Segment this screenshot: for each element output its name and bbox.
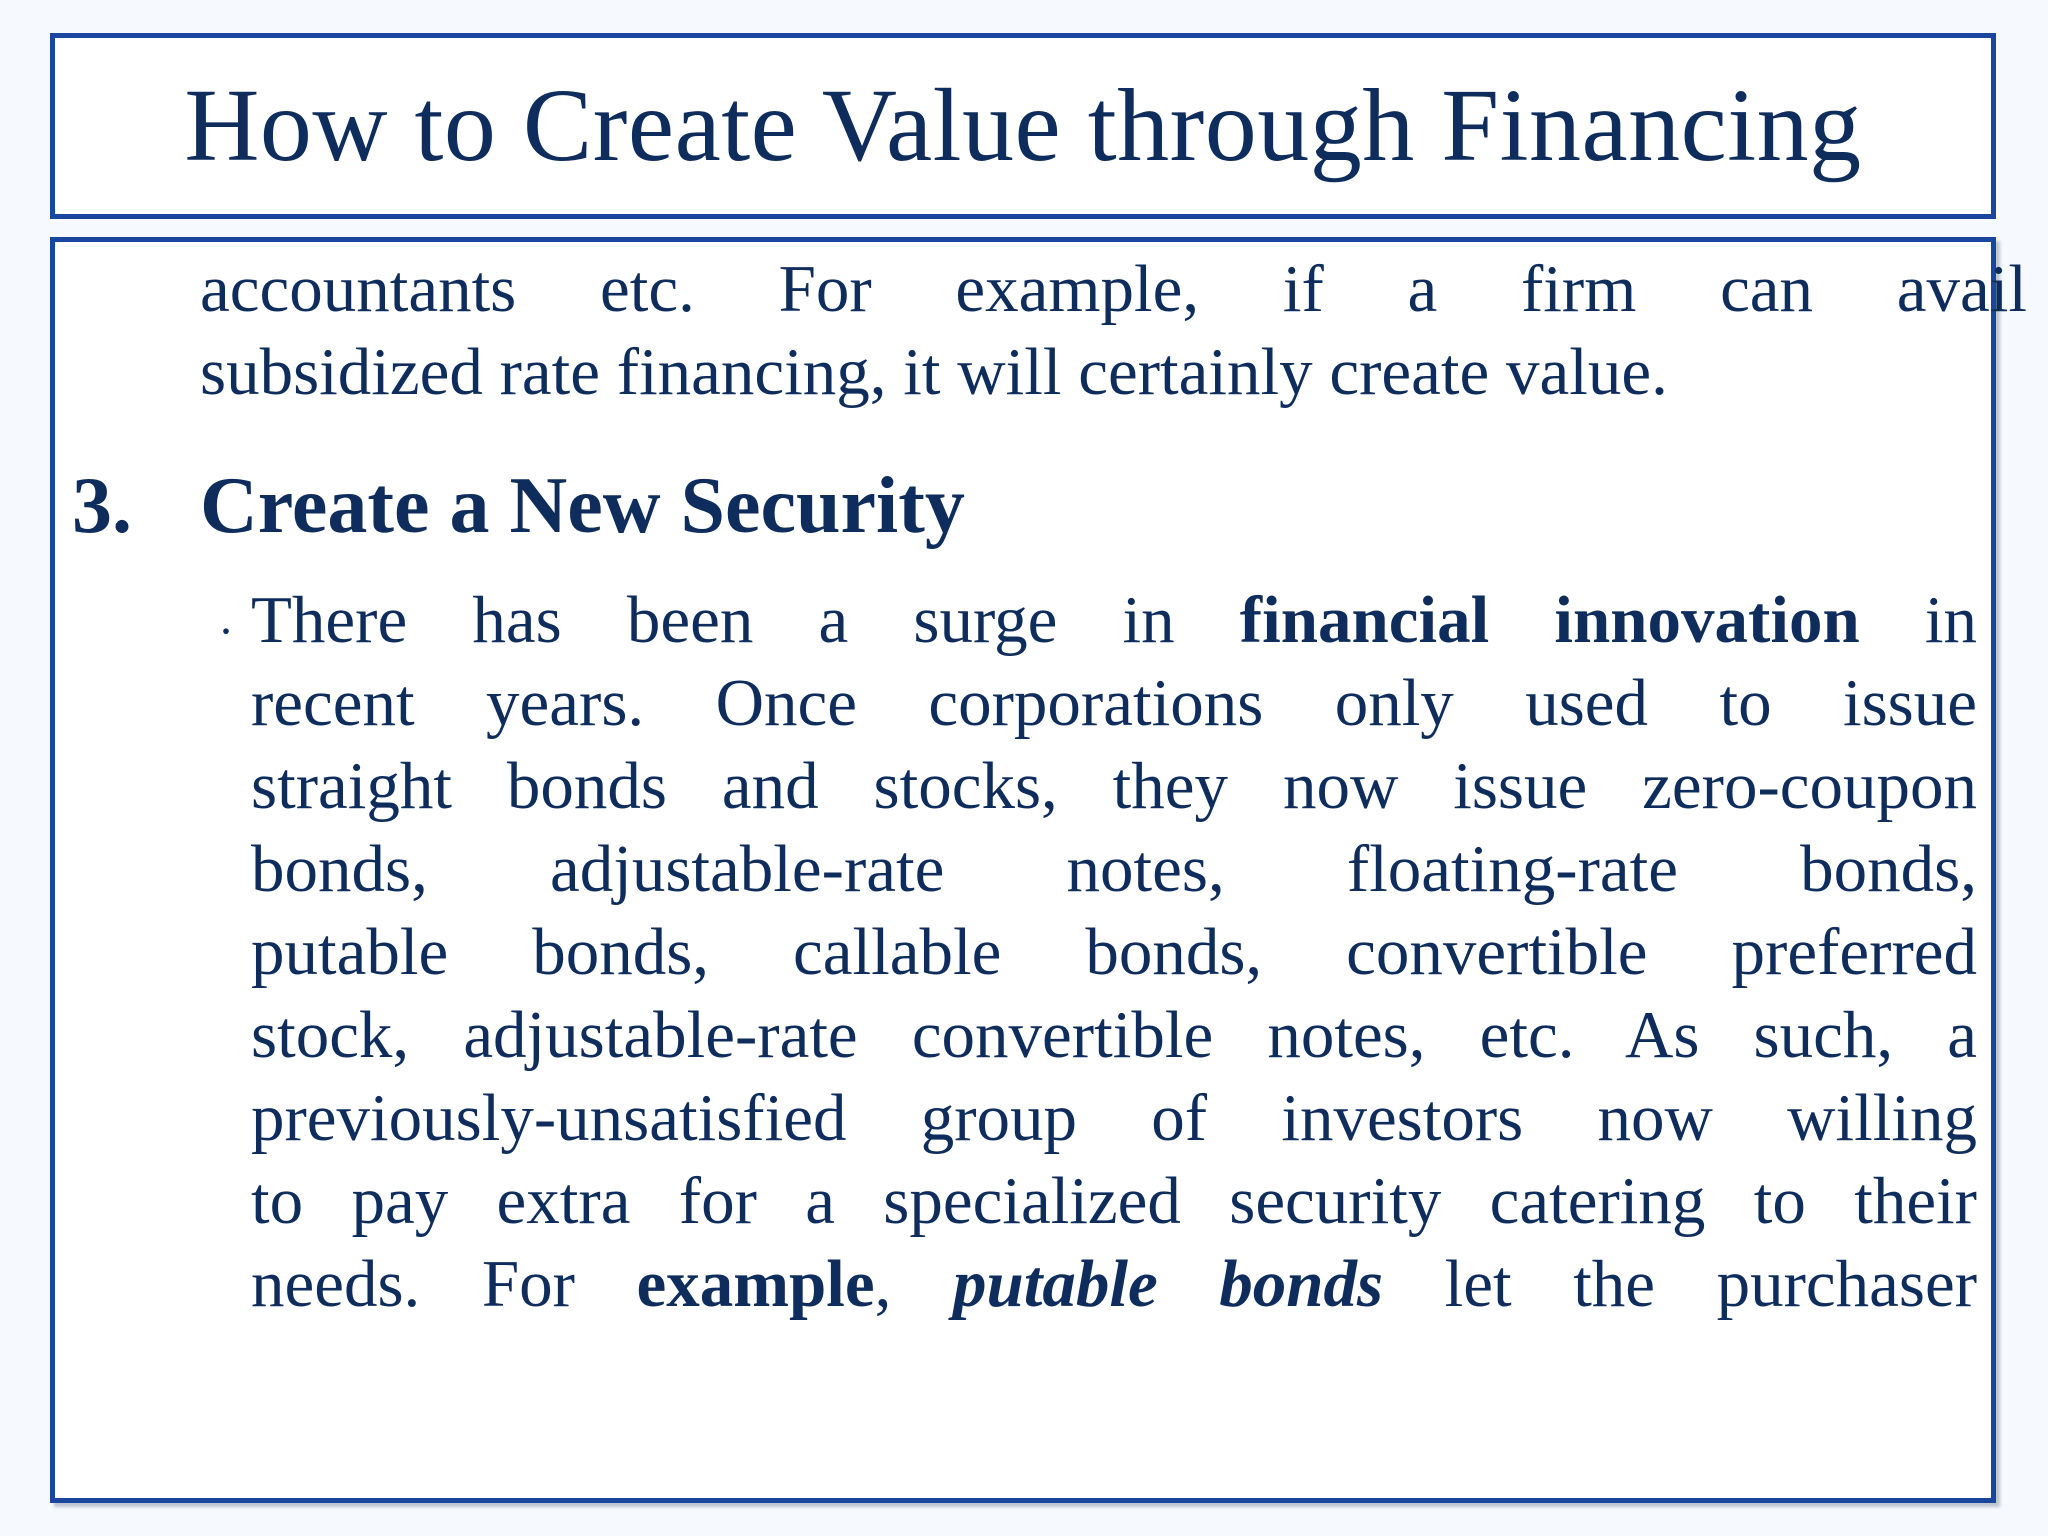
bullet-paragraph bbox=[251, 579, 1977, 1326]
bullet-line-1-end: in bbox=[1859, 583, 1978, 657]
section-heading bbox=[72, 462, 965, 550]
bullet-line-9 bbox=[251, 1243, 1977, 1326]
bullet-line-6: stock, adjustable-rate convertible notes, etc. As such, a bbox=[251, 998, 1977, 1072]
bullet-line-5: putable bonds, callable bonds, convertible preferred bbox=[251, 915, 1977, 989]
bullet-line-9-text: needs. For bbox=[251, 1247, 637, 1321]
bullet-line-4: bonds, adjustable-rate notes, floating-rate bonds, bbox=[251, 832, 1977, 906]
bullet-line-9-comma: , bbox=[874, 1247, 953, 1321]
bullet-line-8: to pay extra for a specialized security catering to their bbox=[251, 1164, 1977, 1238]
bullet-line-9-end: let the purchaser bbox=[1383, 1247, 1978, 1321]
term-financial-innovation: financial innovation bbox=[1239, 583, 1860, 657]
intro-line-2: subsidized rate financing, it will certainly create value. bbox=[200, 335, 1668, 409]
section-number: 3. bbox=[72, 462, 132, 550]
content-box bbox=[50, 237, 2027, 1503]
intro-line-1: accountants etc. For example, if a firm can avail bbox=[200, 252, 2027, 326]
bullet-line-1 bbox=[251, 579, 1977, 662]
bullet-line-2: recent years. Once corporations only used to issue bbox=[251, 666, 1977, 740]
bullet-line-7: previously-unsatisfied group of investors now willing bbox=[251, 1081, 1977, 1155]
bullet-line-1-text: There has been a surge in bbox=[251, 583, 1240, 657]
section-title: Create a New Security bbox=[200, 462, 965, 550]
bullet-marker: · bbox=[218, 605, 234, 658]
bullet-line-3: straight bonds and stocks, they now issue zero-coupon bbox=[251, 749, 1977, 823]
title-box bbox=[50, 33, 1996, 219]
slide-title: How to Create Value through Financing bbox=[184, 68, 1862, 183]
term-putable-bonds: putable bonds bbox=[952, 1247, 1384, 1321]
term-example: example bbox=[636, 1247, 875, 1321]
intro-paragraph bbox=[200, 248, 2027, 414]
